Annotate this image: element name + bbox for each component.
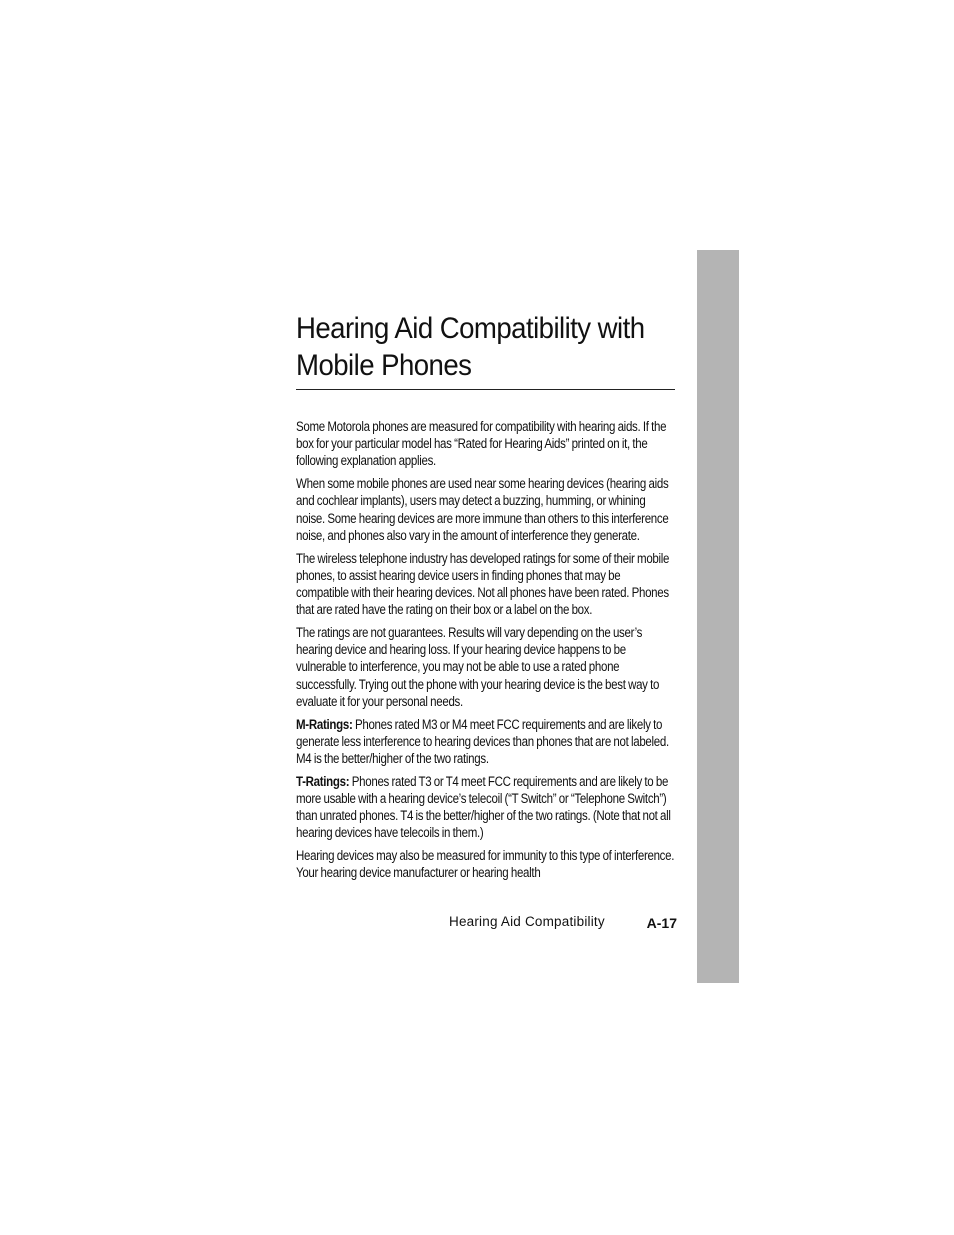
paragraph-text: Hearing devices may also be measured for immunity to this type of interference. Your hearing device manufacturer or hearing health [296, 848, 675, 881]
paragraph-text: Some Motorola phones are measured for compatibility with hearing aids. If the box for your particular model has “Rated for Hearing Aids” printed on it, the following explanation applies. [296, 419, 667, 469]
paragraph-text: Phones rated M3 or M4 meet FCC requirements and are likely to generate less interference to hearing devices than phones that are not labeled. M4 is the better/higher of the two ratings. [296, 716, 669, 767]
paragraph-t-ratings [296, 773, 675, 842]
paragraph-text: The ratings are not guarantees. Results will vary depending on the user’s hearing device and hearing loss. If your hearing device happens to be vulnerable to interference, you may not be able to use a rated phone successfully. Trying out the phone with your hearing device is the best way to evaluate it for your personal needs. [296, 625, 660, 709]
paragraph-text: When some mobile phones are used near some hearing devices (hearing aids and cochlear implants), users may detect a buzzing, humming, or whining noise. Some hearing devices are more immune than others to this interference noise, and phones also vary in the amount of interference they generate. [296, 476, 669, 543]
page-header [296, 310, 676, 390]
paragraph-immunity [296, 847, 675, 881]
paragraph-ratings-developed [296, 550, 675, 619]
section-side-tab [697, 250, 739, 983]
paragraph-m-ratings [296, 716, 675, 768]
footer-section-title: Hearing Aid Compatibility [449, 914, 605, 929]
paragraph-text: The wireless telephone industry has developed ratings for some of their mobile phones, to assist hearing device users in finding phones that may be compatible with their hearing devices. Not all phones have been rated. Phones that are rated have the rating on their box or a label on the box. [296, 550, 670, 618]
page-title-line-2: Mobile Phones [296, 349, 472, 382]
paragraph-interference [296, 475, 675, 544]
paragraph-not-guarantees [296, 624, 675, 710]
page-number: A-17 [646, 915, 677, 931]
t-ratings-heading: T-Ratings: [296, 773, 350, 789]
page-title [296, 310, 682, 390]
page-footer [449, 914, 677, 934]
page-title-line-1: Hearing Aid Compatibility with [296, 312, 645, 345]
paragraph-text: Phones rated T3 or T4 meet FCC requirements and are likely to be more usable with a hearing device’s telecoil (“T Switch” or “Telephone Switch”) than unrated phones. T4 is the better/higher of the two ratings. (Note that not all hearing devices have telecoils in them.) [296, 773, 671, 841]
m-ratings-heading: M-Ratings: [296, 716, 353, 732]
title-divider [296, 389, 675, 390]
body-text [296, 418, 676, 887]
paragraph-intro [296, 418, 675, 470]
